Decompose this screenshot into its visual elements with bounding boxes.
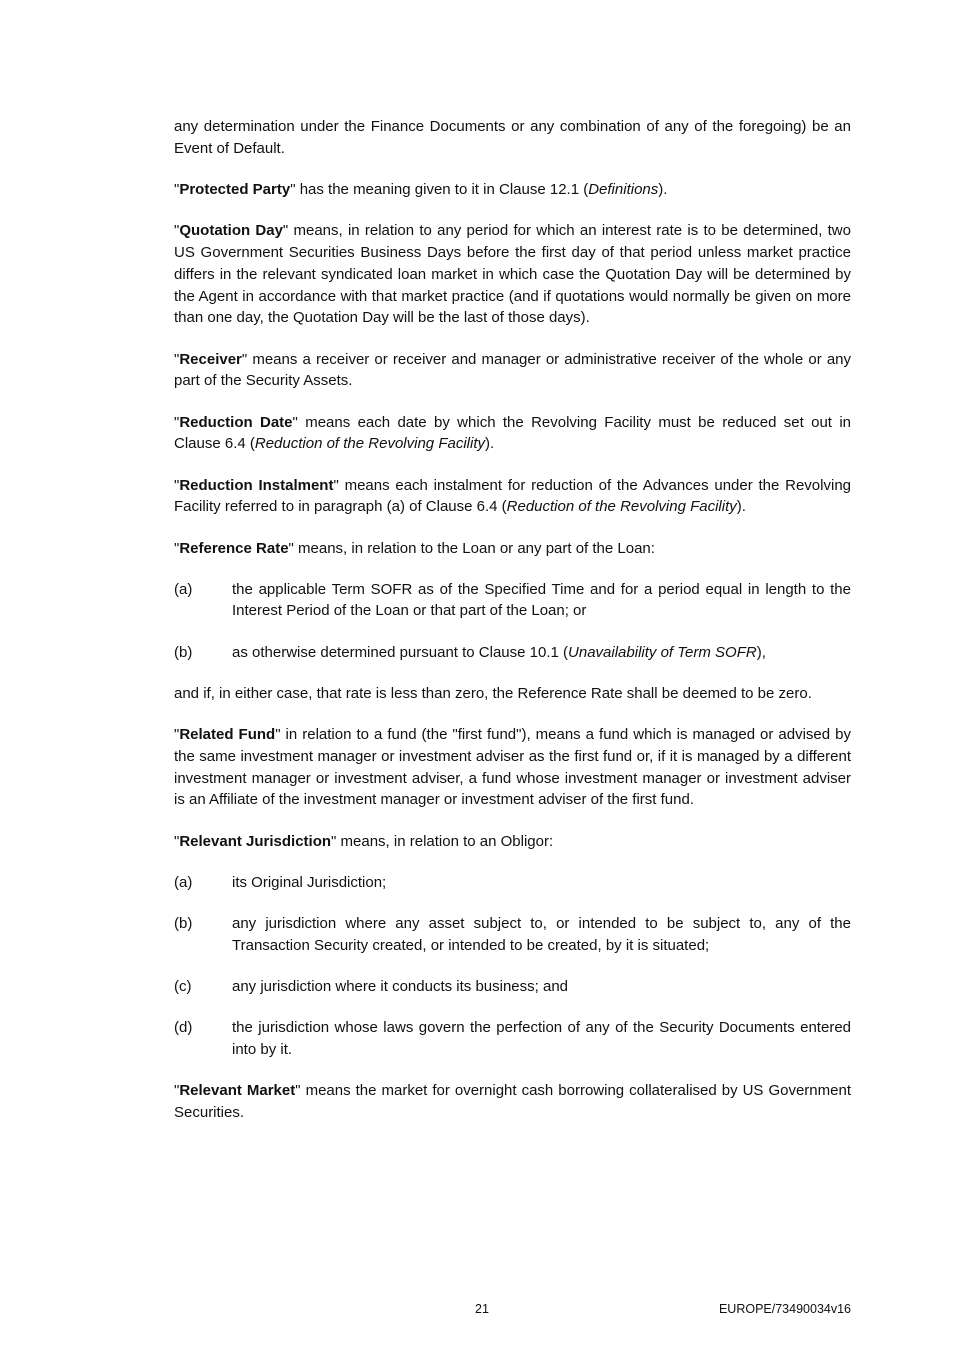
definition-protected-party: "Protected Party" has the meaning given to it in Clause 12.1 (Definitions). xyxy=(174,180,668,198)
defined-term: Reduction Date xyxy=(179,413,293,431)
list-item-text: the jurisdiction whose laws govern the perfection of any of the Security Documents entered into by it. xyxy=(232,1019,851,1058)
list-item-number: (a) xyxy=(174,873,193,891)
document-body xyxy=(174,116,851,1143)
definition-quotation-day: "Quotation Day" means, in relation to any period for which an interest rate is to be determined, two US Government Securities Business Days before the first day of that period unless market practice differs in the relevant syndicated loan market in which case the Quotation Day will be determined by the Agent in accordance with that market practice (and if quotations would normally be given on more than one day, the Quotation Day will be the last of those days). xyxy=(174,222,851,327)
list-item-text: any jurisdiction where any asset subject to, or intended to be subject to, any of the Transaction Security created, or intended to be created, by it is situated; xyxy=(232,915,851,954)
list-item xyxy=(174,976,851,998)
definition-related-fund: "Related Fund" in relation to a fund (the "first fund"), means a fund which is managed or advised by the same investment manager or investment adviser as the first fund or, if it is managed by a different investment manager or investment adviser, a fund whose investment manager or investment adviser is an Affiliate of the investment manager or investment adviser of the first fund. xyxy=(174,726,851,809)
list-item-text: as otherwise determined pursuant to Clause 10.1 (Unavailability of Term SOFR), xyxy=(232,643,766,661)
definition-receiver: "Receiver" means a receiver or receiver and manager or administrative receiver of the whole or any part of the Security Assets. xyxy=(174,350,851,390)
list-item-number: (d) xyxy=(174,1019,193,1037)
reference-rate-tail: and if, in either case, that rate is less than zero, the Reference Rate shall be deemed to be zero. xyxy=(174,684,812,702)
defined-term: Related Fund xyxy=(179,726,276,744)
list-item xyxy=(174,913,851,957)
list-item-number: (c) xyxy=(174,977,192,995)
definition-relevant-jurisdiction: "Relevant Jurisdiction" means, in relation to an Obligor: xyxy=(174,832,554,850)
page-number: 21 xyxy=(475,1302,489,1316)
list-item xyxy=(174,1017,851,1061)
document-reference: EUROPE/73490034v16 xyxy=(718,1302,851,1316)
list-item xyxy=(174,642,851,664)
paragraph-continuation: any determination under the Finance Documents or any combination of any of the foregoing) be an Event of Default. xyxy=(174,118,851,157)
list-item-text: any jurisdiction where it conducts its business; and xyxy=(232,977,569,995)
definition-reduction-instalment: "Reduction Instalment" means each instalment for reduction of the Advances under the Revolving Facility referred to in paragraph (a) of Clause 6.4 (Reduction of the Revolving Facility). xyxy=(174,476,851,516)
list-item xyxy=(174,872,851,894)
defined-term: Receiver xyxy=(179,350,242,368)
definition-reference-rate: "Reference Rate" means, in relation to the Loan or any part of the Loan: xyxy=(174,539,655,557)
defined-term: Relevant Jurisdiction xyxy=(179,832,332,850)
definition-reduction-date: "Reduction Date" means each date by which the Revolving Facility must be reduced set out in Clause 6.4 (Reduction of the Revolving Facility). xyxy=(174,413,851,453)
defined-term: Reduction Instalment xyxy=(179,476,334,494)
defined-term: Protected Party xyxy=(179,180,291,198)
list-item-number: (a) xyxy=(174,580,193,598)
defined-term: Reference Rate xyxy=(179,539,289,557)
list-item-text: its Original Jurisdiction; xyxy=(232,873,387,891)
defined-term: Quotation Day xyxy=(179,222,283,240)
definition-relevant-market: "Relevant Market" means the market for overnight cash borrowing collateralised by US Government Securities. xyxy=(174,1082,851,1121)
list-item-text: the applicable Term SOFR as of the Specified Time and for a period equal in length to the Interest Period of the Loan or that part of the Loan; or xyxy=(232,580,851,620)
list-item xyxy=(174,579,851,623)
defined-term: Relevant Market xyxy=(179,1082,296,1100)
list-item-number: (b) xyxy=(174,915,193,932)
list-item-number: (b) xyxy=(174,643,193,661)
